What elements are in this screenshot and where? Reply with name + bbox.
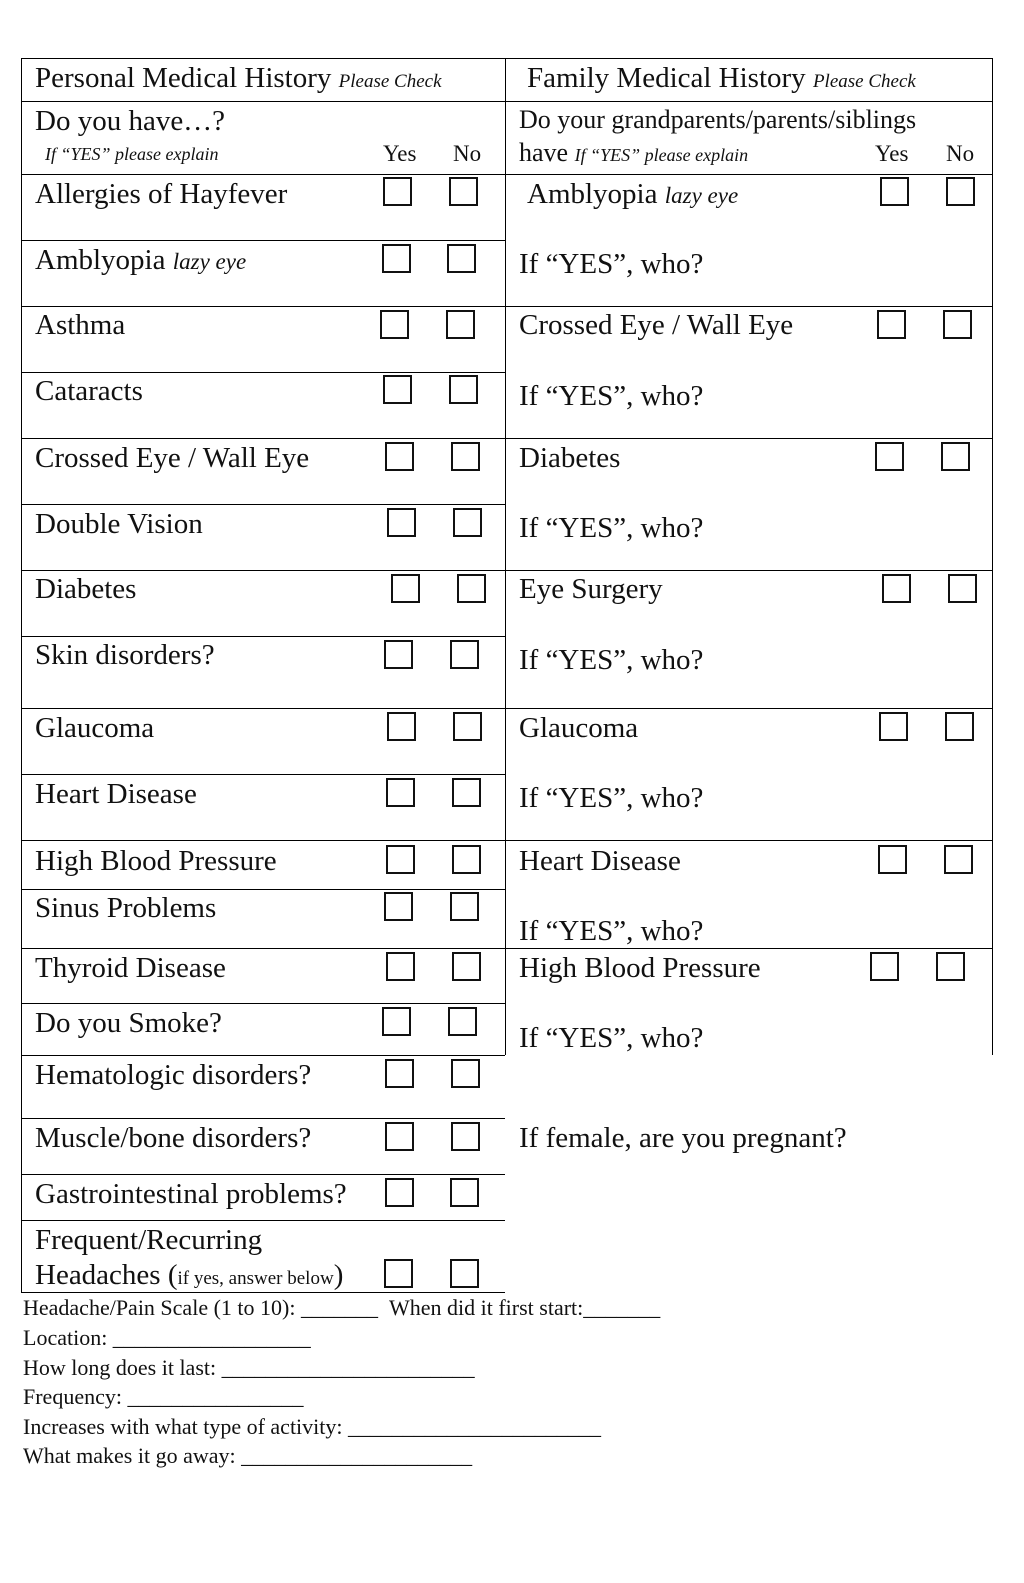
row-line	[21, 240, 505, 241]
personal-yes-header: Yes	[383, 141, 417, 166]
personal-yes-checkbox[interactable]	[387, 508, 416, 537]
personal-history-title: Personal Medical History	[35, 62, 332, 94]
relief-field[interactable]: What makes it go away: _____________________	[23, 1443, 473, 1468]
personal-yes-checkbox[interactable]	[380, 310, 409, 339]
personal-yes-checkbox[interactable]	[382, 244, 411, 273]
personal-no-checkbox[interactable]	[452, 952, 481, 981]
row-line	[21, 372, 505, 373]
pain-scale-field[interactable]: Headache/Pain Scale (1 to 10): _______	[23, 1295, 378, 1320]
personal-no-checkbox[interactable]	[453, 508, 482, 537]
personal-no-checkbox[interactable]	[447, 244, 476, 273]
family-who-prompt: If “YES”, who?	[519, 248, 704, 280]
personal-item-label: Do you Smoke?	[35, 1007, 222, 1039]
personal-item-label: Gastrointestinal problems?	[35, 1178, 347, 1210]
personal-item-label: Thyroid Disease	[35, 952, 226, 984]
location-field[interactable]: Location: __________________	[23, 1325, 311, 1350]
personal-yes-checkbox[interactable]	[384, 640, 413, 669]
family-no-checkbox[interactable]	[948, 574, 977, 603]
family-who-prompt: If “YES”, who?	[519, 512, 704, 544]
personal-no-checkbox[interactable]	[448, 1007, 477, 1036]
personal-item-label: Allergies of Hayfever	[35, 178, 288, 210]
activity-field[interactable]: Increases with what type of activity: _______________________	[23, 1414, 602, 1439]
family-who-prompt: If “YES”, who?	[519, 915, 704, 947]
table-top-border	[21, 58, 993, 59]
personal-yes-checkbox[interactable]	[383, 177, 412, 206]
personal-no-checkbox[interactable]	[451, 1059, 480, 1088]
personal-item-label: Frequent/Recurring	[35, 1224, 263, 1256]
family-item-label: Crossed Eye / Wall Eye	[519, 309, 794, 341]
family-history-header	[527, 64, 916, 93]
family-who-prompt: If “YES”, who?	[519, 1022, 704, 1054]
row-line	[21, 504, 505, 505]
family-item-label: Diabetes	[519, 442, 621, 474]
personal-item-label: Hematologic disorders?	[35, 1059, 312, 1091]
family-item-label	[527, 180, 738, 209]
personal-item-label: Muscle/bone disorders?	[35, 1122, 312, 1154]
first-start-field[interactable]: When did it first start:_______	[388, 1295, 661, 1320]
personal-no-checkbox[interactable]	[446, 310, 475, 339]
row-line	[21, 1118, 505, 1119]
personal-explain-note: If “YES” please explain	[45, 144, 219, 164]
family-item-label: Heart Disease	[519, 845, 681, 877]
subheader-divider	[21, 174, 993, 175]
family-yes-checkbox[interactable]	[882, 574, 911, 603]
personal-no-checkbox[interactable]	[452, 845, 481, 874]
pain-scale-line[interactable]	[23, 1297, 660, 1319]
personal-no-checkbox[interactable]	[451, 442, 480, 471]
row-line	[21, 438, 993, 439]
personal-yes-checkbox[interactable]	[384, 1259, 413, 1288]
personal-item-label	[35, 246, 246, 275]
personal-history-header	[35, 64, 442, 93]
personal-yes-checkbox[interactable]	[391, 574, 420, 603]
personal-item-label: High Blood Pressure	[35, 845, 277, 877]
personal-item-text: Amblyopia	[35, 244, 166, 276]
pregnancy-question: If female, are you pregnant?	[519, 1122, 847, 1154]
row-line	[21, 840, 993, 841]
row-line	[21, 1292, 505, 1293]
personal-item-label: Crossed Eye / Wall Eye	[35, 442, 310, 474]
personal-item-label: Double Vision	[35, 508, 203, 540]
family-who-prompt: If “YES”, who?	[519, 644, 704, 676]
personal-yes-checkbox[interactable]	[382, 1007, 411, 1036]
family-yes-header: Yes	[875, 141, 909, 166]
family-yes-checkbox[interactable]	[877, 310, 906, 339]
personal-item-label: Heart Disease	[35, 778, 197, 810]
row-line	[21, 774, 505, 775]
personal-item-text: Headaches (	[35, 1259, 178, 1291]
personal-item-label: Cataracts	[35, 375, 143, 407]
family-question-line2	[519, 140, 748, 166]
table-right-border	[992, 58, 993, 1055]
personal-item-small-note: if yes, answer below	[177, 1268, 334, 1289]
personal-no-checkbox[interactable]	[450, 640, 479, 669]
row-line	[21, 889, 505, 890]
family-item-label: Eye Surgery	[519, 573, 663, 605]
row-line	[21, 1220, 505, 1221]
header-divider	[21, 101, 993, 102]
personal-yes-checkbox[interactable]	[385, 1059, 414, 1088]
personal-item-label: Skin disorders?	[35, 639, 215, 671]
family-yes-checkbox[interactable]	[875, 442, 904, 471]
personal-item-label: Diabetes	[35, 573, 137, 605]
row-line	[21, 636, 505, 637]
personal-no-checkbox[interactable]	[452, 778, 481, 807]
personal-no-checkbox[interactable]	[449, 375, 478, 404]
family-yes-checkbox[interactable]	[878, 845, 907, 874]
family-question-have: have	[519, 138, 569, 167]
personal-yes-checkbox[interactable]	[387, 712, 416, 741]
personal-item-label: Asthma	[35, 309, 126, 341]
family-who-prompt: If “YES”, who?	[519, 782, 704, 814]
family-no-header: No	[946, 141, 975, 166]
row-line	[21, 948, 993, 949]
personal-no-checkbox[interactable]	[450, 892, 479, 921]
family-history-title: Family Medical History	[527, 62, 806, 94]
family-explain-note: If “YES” please explain	[574, 145, 749, 165]
row-line	[21, 1055, 505, 1056]
family-question-line1: Do your grandparents/parents/siblings	[519, 105, 917, 134]
personal-no-checkbox[interactable]	[450, 1178, 479, 1207]
family-item-text: Amblyopia	[527, 178, 658, 210]
personal-yes-checkbox[interactable]	[386, 845, 415, 874]
family-no-checkbox[interactable]	[945, 712, 974, 741]
family-yes-checkbox[interactable]	[880, 177, 909, 206]
personal-item-label: Glaucoma	[35, 712, 155, 744]
personal-yes-checkbox[interactable]	[383, 375, 412, 404]
family-no-checkbox[interactable]	[943, 310, 972, 339]
row-line	[21, 306, 993, 307]
personal-yes-checkbox[interactable]	[385, 1178, 414, 1207]
row-line	[21, 570, 993, 571]
row-line	[21, 1003, 505, 1004]
personal-no-checkbox[interactable]	[451, 1122, 480, 1151]
personal-yes-checkbox[interactable]	[386, 952, 415, 981]
column-divider	[505, 58, 506, 1055]
duration-field[interactable]: How long does it last: _______________________	[23, 1355, 475, 1380]
personal-no-checkbox[interactable]	[449, 177, 478, 206]
personal-no-checkbox[interactable]	[457, 574, 486, 603]
family-yes-checkbox[interactable]	[870, 952, 899, 981]
family-yes-checkbox[interactable]	[879, 712, 908, 741]
family-no-checkbox[interactable]	[946, 177, 975, 206]
personal-yes-checkbox[interactable]	[385, 1122, 414, 1151]
personal-yes-checkbox[interactable]	[386, 778, 415, 807]
personal-item-label-line2	[35, 1261, 343, 1290]
personal-yes-checkbox[interactable]	[385, 442, 414, 471]
personal-no-header: No	[453, 141, 482, 166]
family-item-label: High Blood Pressure	[519, 952, 761, 984]
family-no-checkbox[interactable]	[941, 442, 970, 471]
family-item-note: lazy eye	[664, 183, 739, 208]
family-who-prompt: If “YES”, who?	[519, 380, 704, 412]
family-no-checkbox[interactable]	[944, 845, 973, 874]
row-line	[21, 708, 993, 709]
personal-please-check: Please Check	[338, 71, 442, 92]
family-please-check: Please Check	[812, 71, 916, 92]
family-item-label: Glaucoma	[519, 712, 639, 744]
personal-item-label: Sinus Problems	[35, 892, 217, 924]
personal-item-note: lazy eye	[172, 249, 247, 274]
family-no-checkbox[interactable]	[936, 952, 965, 981]
personal-yes-checkbox[interactable]	[384, 892, 413, 921]
row-line	[21, 1174, 505, 1175]
personal-no-checkbox[interactable]	[450, 1259, 479, 1288]
personal-question: Do you have…?	[35, 105, 226, 137]
personal-no-checkbox[interactable]	[453, 712, 482, 741]
table-left-border	[21, 58, 22, 1293]
frequency-field[interactable]: Frequency: ________________	[23, 1384, 304, 1409]
personal-item-close-paren: )	[333, 1259, 344, 1291]
